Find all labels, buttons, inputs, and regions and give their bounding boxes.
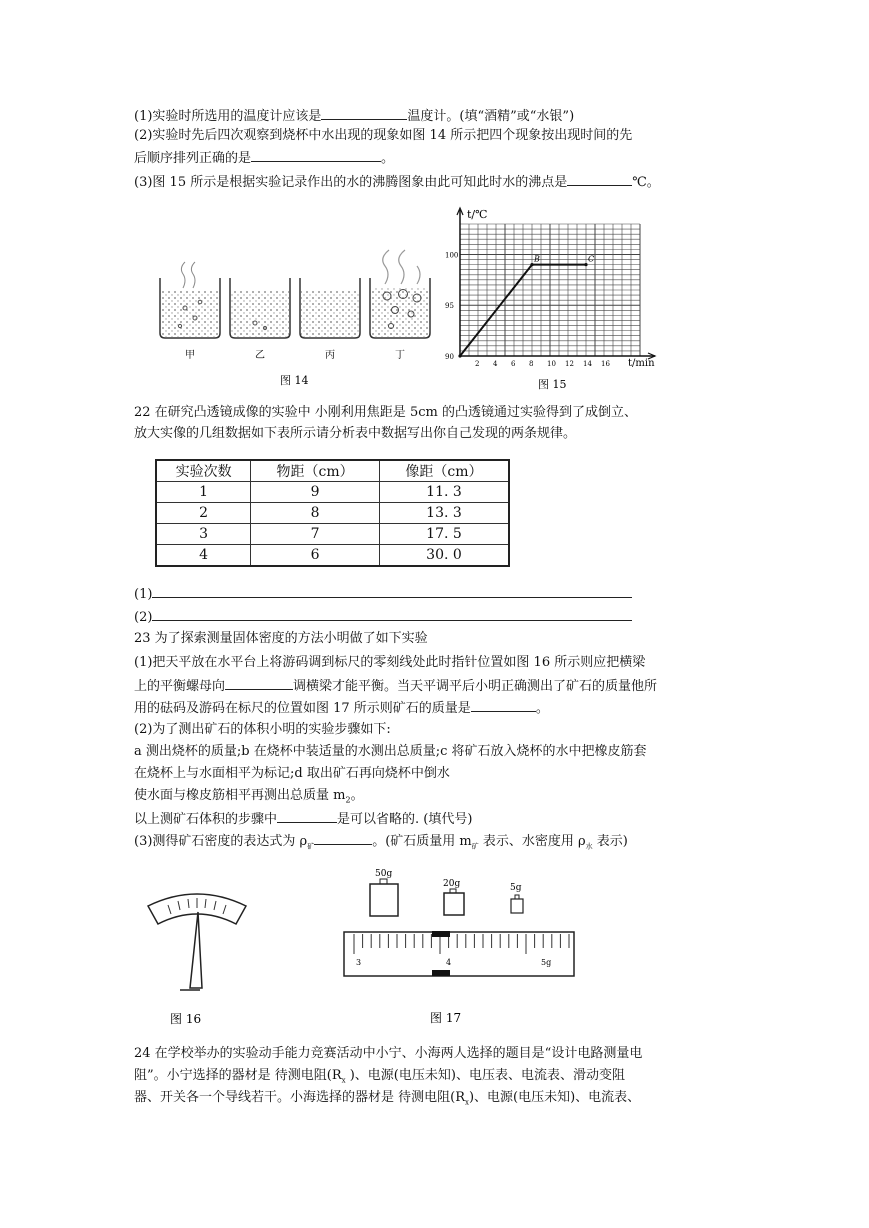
table-header: 实验次数 bbox=[156, 460, 251, 482]
q24-line1: 24 在学校举办的实验动手能力竞赛活动中小宁、小海两人选择的题目是“设计电路测量电 bbox=[134, 1046, 643, 1061]
table-header: 物距（cm） bbox=[251, 460, 380, 482]
q24-line3: 器、开关各一个导线若干。小海选择的器材是 待测电阻$(R_x)$、电源(电压未知)、电流表、 bbox=[134, 1090, 641, 1107]
x-tick-label: 14 bbox=[583, 360, 592, 368]
table-cell: 6 bbox=[251, 545, 380, 567]
q23-part3: (3)测得矿石密度的表达式为 $\rho_矿$ 。(矿石质量用 $m_矿$ 表示、水密度用 $\rho_水$ 表示) bbox=[134, 831, 628, 856]
table-cell: 8 bbox=[251, 503, 380, 524]
scale-label-4: 4 bbox=[446, 958, 452, 967]
x-tick-label: 10 bbox=[547, 360, 556, 368]
x-tick-label: 8 bbox=[529, 360, 534, 368]
q22-line2: 放大实像的几组数据如下表所示请分析表中数据写出你自己发现的两条规律。 bbox=[134, 426, 577, 441]
beaker-yi bbox=[230, 278, 290, 338]
lens-data-table bbox=[155, 459, 510, 567]
q23-part2-line2: 在烧杯上与水面相平为标记;d 取出矿石再向烧杯中倒水 bbox=[134, 766, 450, 781]
table-header-row bbox=[156, 460, 509, 482]
chart-series bbox=[458, 255, 594, 358]
weight-20g bbox=[443, 879, 464, 915]
answer-blank[interactable] bbox=[314, 831, 372, 845]
table-cell: 9 bbox=[251, 482, 380, 503]
rider-top bbox=[432, 931, 450, 937]
q22-line1: 22 在研究凸透镜成像的实验中 小刚利用焦距是 5cm 的凸透镜通过实验得到了成倒立、 bbox=[134, 405, 637, 420]
q23-part1-line2: 上的平衡螺母向 调横梁才能平衡。当天平调平后小明正确测出了矿石的质量他所 bbox=[134, 676, 657, 696]
svg-text:5g: 5g bbox=[510, 883, 522, 893]
table-cell: 3 bbox=[156, 524, 251, 545]
rider-bottom bbox=[432, 970, 450, 976]
q22-answer1: (1) bbox=[134, 584, 632, 604]
q21-part1: (1)实验时所选用的温度计应该是 温度计。(填“酒精”或“水银”) bbox=[134, 106, 574, 126]
q23-part1-line1: (1)把天平放在水平台上将游码调到标尺的零刻线处此时指针位置如图 16 所示则应把横梁 bbox=[134, 655, 646, 670]
table-cell: 4 bbox=[156, 545, 251, 567]
chart-xlabel: t/min bbox=[628, 358, 655, 369]
figure-14-caption: 图 14 bbox=[280, 374, 309, 387]
q21-part2-line1: (2)实验时先后四次观察到烧杯中水出现的现象如图 14 所示把四个现象按出现时间的先 bbox=[134, 128, 633, 143]
svg-text:20g: 20g bbox=[443, 879, 461, 889]
point-label-b: B bbox=[534, 254, 540, 264]
figure-17-caption: 图 17 bbox=[430, 1011, 462, 1025]
table-header: 像距（cm） bbox=[379, 460, 509, 482]
q24-line2: 阻”。小宁选择的器材是 待测电阻($R_x$ )、电源(电压未知)、电压表、电流表、滑动变阻 bbox=[134, 1068, 625, 1085]
answer-blank[interactable] bbox=[321, 106, 407, 120]
table-cell: 2 bbox=[156, 503, 251, 524]
figure-16-balance-pointer bbox=[140, 878, 250, 1028]
beaker-ding bbox=[370, 250, 430, 338]
figure-17-weights-scale bbox=[340, 862, 580, 1030]
table-cell: 1 bbox=[156, 482, 251, 503]
table-row bbox=[156, 503, 509, 524]
x-tick-label: 16 bbox=[601, 360, 610, 368]
beaker-bing bbox=[300, 278, 360, 338]
y-tick-label: 95 bbox=[445, 302, 454, 311]
table-cell: 30. 0 bbox=[379, 545, 509, 567]
table-cell: 13. 3 bbox=[379, 503, 509, 524]
q23-title: 23 为了探索测量固体密度的方法小明做了如下实验 bbox=[134, 631, 428, 646]
pointer-needle bbox=[190, 912, 202, 988]
q22-answer2: (2) bbox=[134, 607, 632, 627]
answer-blank[interactable] bbox=[471, 698, 536, 712]
figure-15-boiling-chart bbox=[440, 202, 680, 394]
weight-50g bbox=[370, 869, 398, 916]
q23-part2-title: (2)为了测出矿石的体积小明的实验步骤如下: bbox=[134, 722, 391, 737]
q23-part2-line3: 使水面与橡皮筋相平再测出总质量 $m_2$。 bbox=[134, 788, 364, 805]
beaker-label-bing: 丙 bbox=[325, 350, 335, 361]
figure-15-caption: 图 15 bbox=[538, 378, 567, 391]
table-row bbox=[156, 482, 509, 503]
y-tick-label: 100 bbox=[445, 251, 459, 260]
beaker-label-ding: 丁 bbox=[395, 350, 405, 361]
answer-blank[interactable] bbox=[225, 676, 293, 690]
x-tick-label: 4 bbox=[493, 360, 498, 368]
q21-part2-line2: 后顺序排列正确的是 。 bbox=[134, 148, 394, 168]
answer-line[interactable] bbox=[152, 584, 632, 598]
table-row bbox=[156, 545, 509, 567]
figure-14-beakers bbox=[155, 248, 445, 388]
answer-line[interactable] bbox=[152, 607, 632, 621]
scale-label-5g: 5g bbox=[541, 958, 552, 967]
x-tick-label: 6 bbox=[511, 360, 516, 368]
chart-grid bbox=[460, 224, 640, 356]
q23-part2-line4: 以上测矿石体积的步骤中 是可以省略的. (填代号) bbox=[134, 809, 472, 829]
q23-part2-line1: a 测出烧杯的质量;b 在烧杯中装适量的水测出总质量;c 将矿石放入烧杯的水中把橡皮筋套 bbox=[134, 744, 647, 759]
answer-blank[interactable] bbox=[567, 172, 632, 186]
q21-part3: (3)图 15 所示是根据实验记录作出的水的沸腾图象由此可知此时水的沸点是 ℃。 bbox=[134, 172, 660, 192]
chart-ylabel: t/℃ bbox=[467, 208, 488, 221]
answer-blank[interactable] bbox=[277, 809, 337, 823]
weight-5g bbox=[510, 883, 523, 913]
table-cell: 7 bbox=[251, 524, 380, 545]
svg-text:50g: 50g bbox=[375, 869, 393, 879]
table-cell: 11. 3 bbox=[379, 482, 509, 503]
table-row bbox=[156, 524, 509, 545]
beaker-label-yi: 乙 bbox=[255, 350, 265, 361]
x-tick-label: 12 bbox=[565, 360, 574, 368]
data-point bbox=[458, 354, 461, 357]
q23-part1-line3: 用的砝码及游码在标尺的位置如图 17 所示则矿石的质量是 。 bbox=[134, 698, 549, 718]
answer-blank[interactable] bbox=[251, 148, 381, 162]
y-tick-label: 90 bbox=[445, 353, 454, 361]
scale-label-3: 3 bbox=[356, 958, 362, 967]
point-label-c: C bbox=[588, 254, 595, 264]
table-cell: 17. 5 bbox=[379, 524, 509, 545]
beaker-label-jia: 甲 bbox=[185, 350, 195, 361]
rider-scale bbox=[344, 931, 574, 976]
beaker-jia bbox=[160, 262, 220, 338]
figure-16-caption: 图 16 bbox=[170, 1012, 202, 1026]
x-tick-label: 2 bbox=[475, 360, 480, 368]
